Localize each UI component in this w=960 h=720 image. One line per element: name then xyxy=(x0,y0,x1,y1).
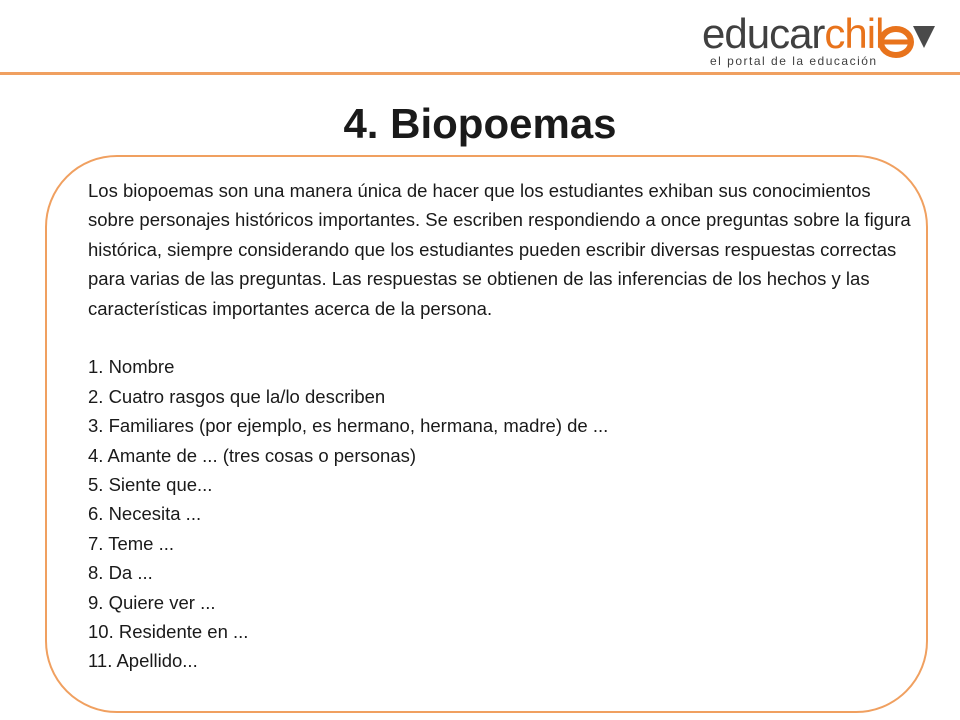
question-list xyxy=(88,352,918,675)
question-item: 9. Quiere ver ... xyxy=(88,591,216,613)
question-item: 6. Necesita ... xyxy=(88,503,202,525)
question-item: 8. Da ... xyxy=(88,562,153,584)
logo-word-accent: chil xyxy=(824,10,884,57)
logo-tagline: el portal de la educación xyxy=(710,54,878,68)
question-item: 5. Siente que... xyxy=(88,474,213,496)
logo-wordmark xyxy=(702,10,883,58)
logo-word-main: educar xyxy=(702,10,825,57)
question-item: 10. Residente en ... xyxy=(88,621,249,643)
question-item: 3. Familiares (por ejemplo, es hermano, hermana, madre) de ... xyxy=(88,415,609,437)
header-divider xyxy=(0,72,960,75)
slide-title: 4. Biopoemas xyxy=(343,100,617,147)
question-item: 1. Nombre xyxy=(88,356,175,378)
question-item: 11. Apellido... xyxy=(88,650,198,672)
intro-paragraph: Los biopoemas son una manera única de hacer que los estudiantes exhiban sus conocimientos sobre personajes históricos importantes. Se escriben respondiendo a once preguntas sobre la figura histórica, siempre considerando que los estudiantes pueden escribir diversas respuestas correctas para varias de las preguntas. Las respuestas se obtienen de las inferencias de los hechos y las características importantes acerca de la persona. xyxy=(88,180,911,319)
question-item: 7. Teme ... xyxy=(88,532,175,554)
question-item: 4. Amante de ... (tres cosas o personas) xyxy=(88,444,417,466)
logo-e-arrow-icon xyxy=(877,18,937,66)
question-item: 2. Cuatro rasgos que la/lo describen xyxy=(88,385,386,407)
slide-body xyxy=(88,176,918,676)
educarchile-logo[interactable] xyxy=(700,10,940,72)
